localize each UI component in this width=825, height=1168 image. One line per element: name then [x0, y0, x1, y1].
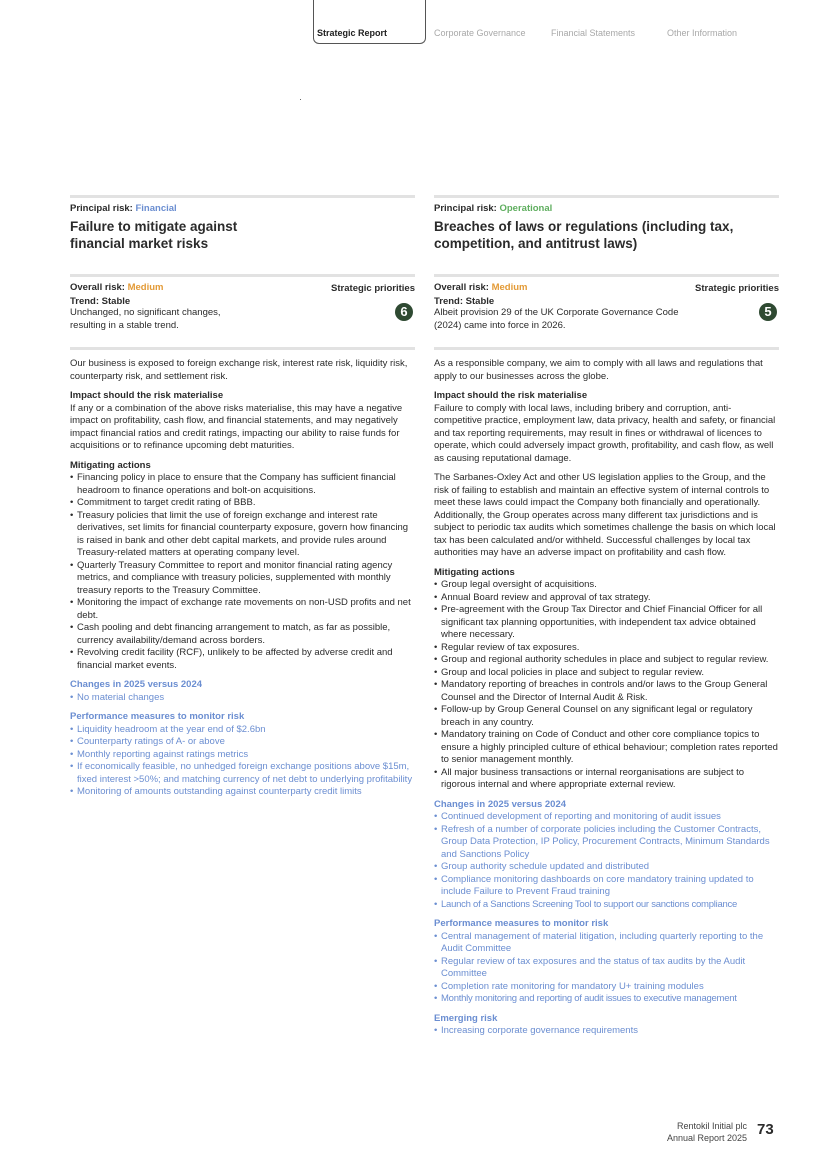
tab-strategic-report[interactable]: [313, 0, 426, 44]
list-item: • Monthly monitoring and reporting of audit issues to executive management: [434, 993, 779, 1006]
list-item: • Treasury policies that limit the use of foreign exchange and interest rate derivatives, set limits for financial counterparty exposure, govern how financing is raised in bank and other debt capital markets, and provide rules around Treasury-related matters at operating company level.: [70, 510, 415, 560]
risk-category: Financial: [135, 203, 177, 214]
list-item: • Pre-agreement with the Group Tax Director and Chief Financial Officer for all significant tax planning opportunities, with independent tax advice obtained where necessary.: [434, 604, 779, 642]
list-item: • Group legal oversight of acquisitions.: [434, 579, 779, 592]
impact-text: If any or a combination of the above risks materialise, this may have a negative impact on profitability, cash flow, and financial statements, and may negatively impact financial ratios and credit ratings, impacting our ability to raise funds for acquisitions or to refinance upcoming debt maturities.: [70, 402, 403, 451]
risk-body: [434, 350, 779, 1038]
changes-heading: Changes in 2025 versus 2024: [70, 679, 203, 690]
list-item: • Monthly reporting against ratings metrics: [70, 749, 415, 762]
list-item: • Completion rate monitoring for mandatory U+ training modules: [434, 981, 779, 994]
impact-heading: Impact should the risk materialise: [70, 390, 224, 401]
list-item: • Monitoring of amounts outstanding against counterparty credit limits: [70, 786, 415, 799]
list-item: • If economically feasible, no unhedged foreign exchange positions above $15m, fixed interest >50%; and matching currency of net debt to underlying profitability: [70, 761, 415, 786]
tab-strategic-report-label: Strategic Report: [317, 28, 388, 38]
trend-description: Albeit provision 29 of the UK Corporate Governance Code (2024) came into force in 2026.: [434, 307, 679, 331]
trend-description: Unchanged, no significant changes, resulting in a stable trend.: [70, 307, 221, 331]
trend-label: Trend: Stable: [70, 296, 131, 307]
risk-category: Operational: [499, 203, 553, 214]
mitigating-heading: Mitigating actions: [70, 459, 151, 471]
list-item: • Group authority schedule updated and distributed: [434, 861, 779, 874]
list-item: • Financing policy in place to ensure that the Company has sufficient financial headroom to finance operations and bolt-on acquisitions.: [70, 472, 415, 497]
mitigating-heading: Mitigating actions: [434, 566, 515, 578]
risk-body: [70, 350, 415, 799]
impact-text-2: The Sarbanes-Oxley Act and other US legislation applies to the Group, and the risk of failing to establish and maintain an effective system of internal controls to meet these laws could impact the Company both financially and operationally. Additionally, the Group operates across many different tax jurisdictions and is subject to periodic tax audits which sometimes challenge the basis on which local tax has been calculated and/or withheld. Successful challenges by local tax authorities may have an adverse impact on profitability and cash flow.: [434, 472, 776, 558]
report-name: Annual Report 2025: [666, 1133, 747, 1143]
company-name: Rentokil Initial plc: [676, 1121, 747, 1131]
footer: [667, 1120, 747, 1144]
emerging-list: [434, 1025, 779, 1038]
tab-corporate-governance[interactable]: Corporate Governance: [434, 28, 526, 38]
performance-heading: Performance measures to monitor risk: [70, 711, 245, 722]
list-item: • Annual Board review and approval of tax strategy.: [434, 592, 779, 605]
risk-header: [434, 198, 779, 274]
risk-title: Failure to mitigate against financial market risks: [70, 219, 238, 251]
tab-financial-statements[interactable]: Financial Statements: [551, 28, 636, 38]
overall-risk-value: Medium: [127, 282, 164, 293]
mitigating-list: [70, 472, 415, 672]
list-item: • Compliance monitoring dashboards on core mandatory training updated to include Failure to Prevent Fraud training: [434, 874, 779, 899]
mitigating-list: [434, 579, 779, 792]
list-item: • Follow-up by Group General Counsel on any significant legal or regulatory breach in any country.: [434, 704, 779, 729]
list-item: • Launch of a Sanctions Screening Tool to support our sanctions compliance: [434, 899, 779, 912]
list-item: • Mandatory reporting of breaches in controls and/or laws to the Group General Counsel and the Director of Internal Audit & Risk.: [434, 679, 779, 704]
list-item: • Counterparty ratings of A- or above: [70, 736, 415, 749]
changes-heading: Changes in 2025 versus 2024: [434, 798, 567, 810]
list-item: • Regular review of tax exposures.: [434, 642, 779, 655]
impact-heading: Impact should the risk materialise: [434, 390, 588, 401]
list-item: • All major business transactions or internal reorganisations are subject to rigorous internal and where appropriate external review.: [434, 767, 779, 792]
overall-risk-label: Overall risk:: [434, 282, 489, 293]
changes-list: [434, 811, 779, 911]
list-item: • Monitoring the impact of exchange rate movements on non-USD profits and net debt.: [70, 597, 415, 622]
performance-list: [434, 931, 779, 1006]
section-nav: [313, 0, 783, 45]
trend-label: Trend: Stable: [434, 296, 495, 307]
risk-card-operational: [434, 195, 779, 1038]
priority-badge: 5: [759, 303, 777, 321]
overall-risk-value: Medium: [491, 282, 528, 293]
risk-summary: [434, 277, 779, 347]
emerging-heading: Emerging risk: [434, 1012, 498, 1024]
list-item: • Refresh of a number of corporate policies including the Customer Contracts, Group Data Protection, IP Policy, Procurement Contracts, Minimum Standards and Sanctions Policy: [434, 824, 779, 862]
risk-header: [70, 198, 415, 274]
list-item: • Continued development of reporting and monitoring of audit issues: [434, 811, 779, 824]
intro-text: Our business is exposed to foreign exchange risk, interest rate risk, liquidity risk, counterparty risk, and settlement risk.: [70, 358, 408, 382]
list-item: • Increasing corporate governance requirements: [434, 1025, 779, 1038]
list-item: • No material changes: [70, 692, 415, 705]
strategic-priorities-label: Strategic priorities: [695, 283, 779, 294]
performance-heading: Performance measures to monitor risk: [434, 918, 609, 929]
principal-risk-label: [70, 203, 415, 214]
list-item: • Revolving credit facility (RCF), unlikely to be affected by adverse credit and financial market events.: [70, 647, 415, 672]
principal-label: Principal risk:: [70, 203, 133, 214]
list-item: • Group and regional authority schedules in place and subject to regular review.: [434, 654, 779, 667]
principal-label: Principal risk:: [434, 203, 497, 214]
risk-card-financial: [70, 195, 415, 799]
list-item: • Mandatory training on Code of Conduct and other core compliance topics to ensure a highly principled culture of ethical behaviour; completion rates reported to senior management monthly.: [434, 729, 779, 767]
priority-badge: 6: [395, 303, 413, 321]
strategic-priorities-label: Strategic priorities: [331, 283, 415, 294]
changes-list: [70, 692, 415, 705]
stray-dot: [300, 99, 301, 100]
performance-list: [70, 724, 415, 799]
list-item: • Commitment to target credit rating of BBB.: [70, 497, 415, 510]
risk-summary: [70, 277, 415, 347]
page-number: 73: [757, 1121, 774, 1138]
overall-risk-label: Overall risk:: [70, 282, 125, 293]
risk-title: Breaches of laws or regulations (including tax, competition, and antitrust laws): [434, 219, 734, 251]
list-item: • Regular review of tax exposures and the status of tax audits by the Audit Committee: [434, 956, 779, 981]
principal-risk-label: [434, 203, 779, 214]
list-item: • Central management of material litigation, including quarterly reporting to the Audit Committee: [434, 931, 779, 956]
tab-other-information[interactable]: Other Information: [667, 28, 738, 38]
list-item: • Liquidity headroom at the year end of $2.6bn: [70, 724, 415, 737]
impact-text: Failure to comply with local laws, including bribery and corruption, anti-competitive practice, employment law, data privacy, health and safety, or financial and tax reporting requirements, may result in fines or withdrawal of licences to operate, which could adversely impact growth, profitability, and cash flow, as well as causing reputational damage.: [434, 402, 776, 464]
intro-text: As a responsible company, we aim to comply with all laws and regulations that apply to our businesses across the globe.: [434, 358, 763, 382]
list-item: • Cash pooling and debt financing arrangement to match, as far as possible, currency availability/demand across borders.: [70, 622, 415, 647]
list-item: • Group and local policies in place and subject to regular review.: [434, 667, 779, 680]
list-item: • Quarterly Treasury Committee to report and monitor financial rating agency metrics, and compliance with treasury policies, supplemented with monthly treasury reports to the Treasury Committee.: [70, 560, 415, 598]
